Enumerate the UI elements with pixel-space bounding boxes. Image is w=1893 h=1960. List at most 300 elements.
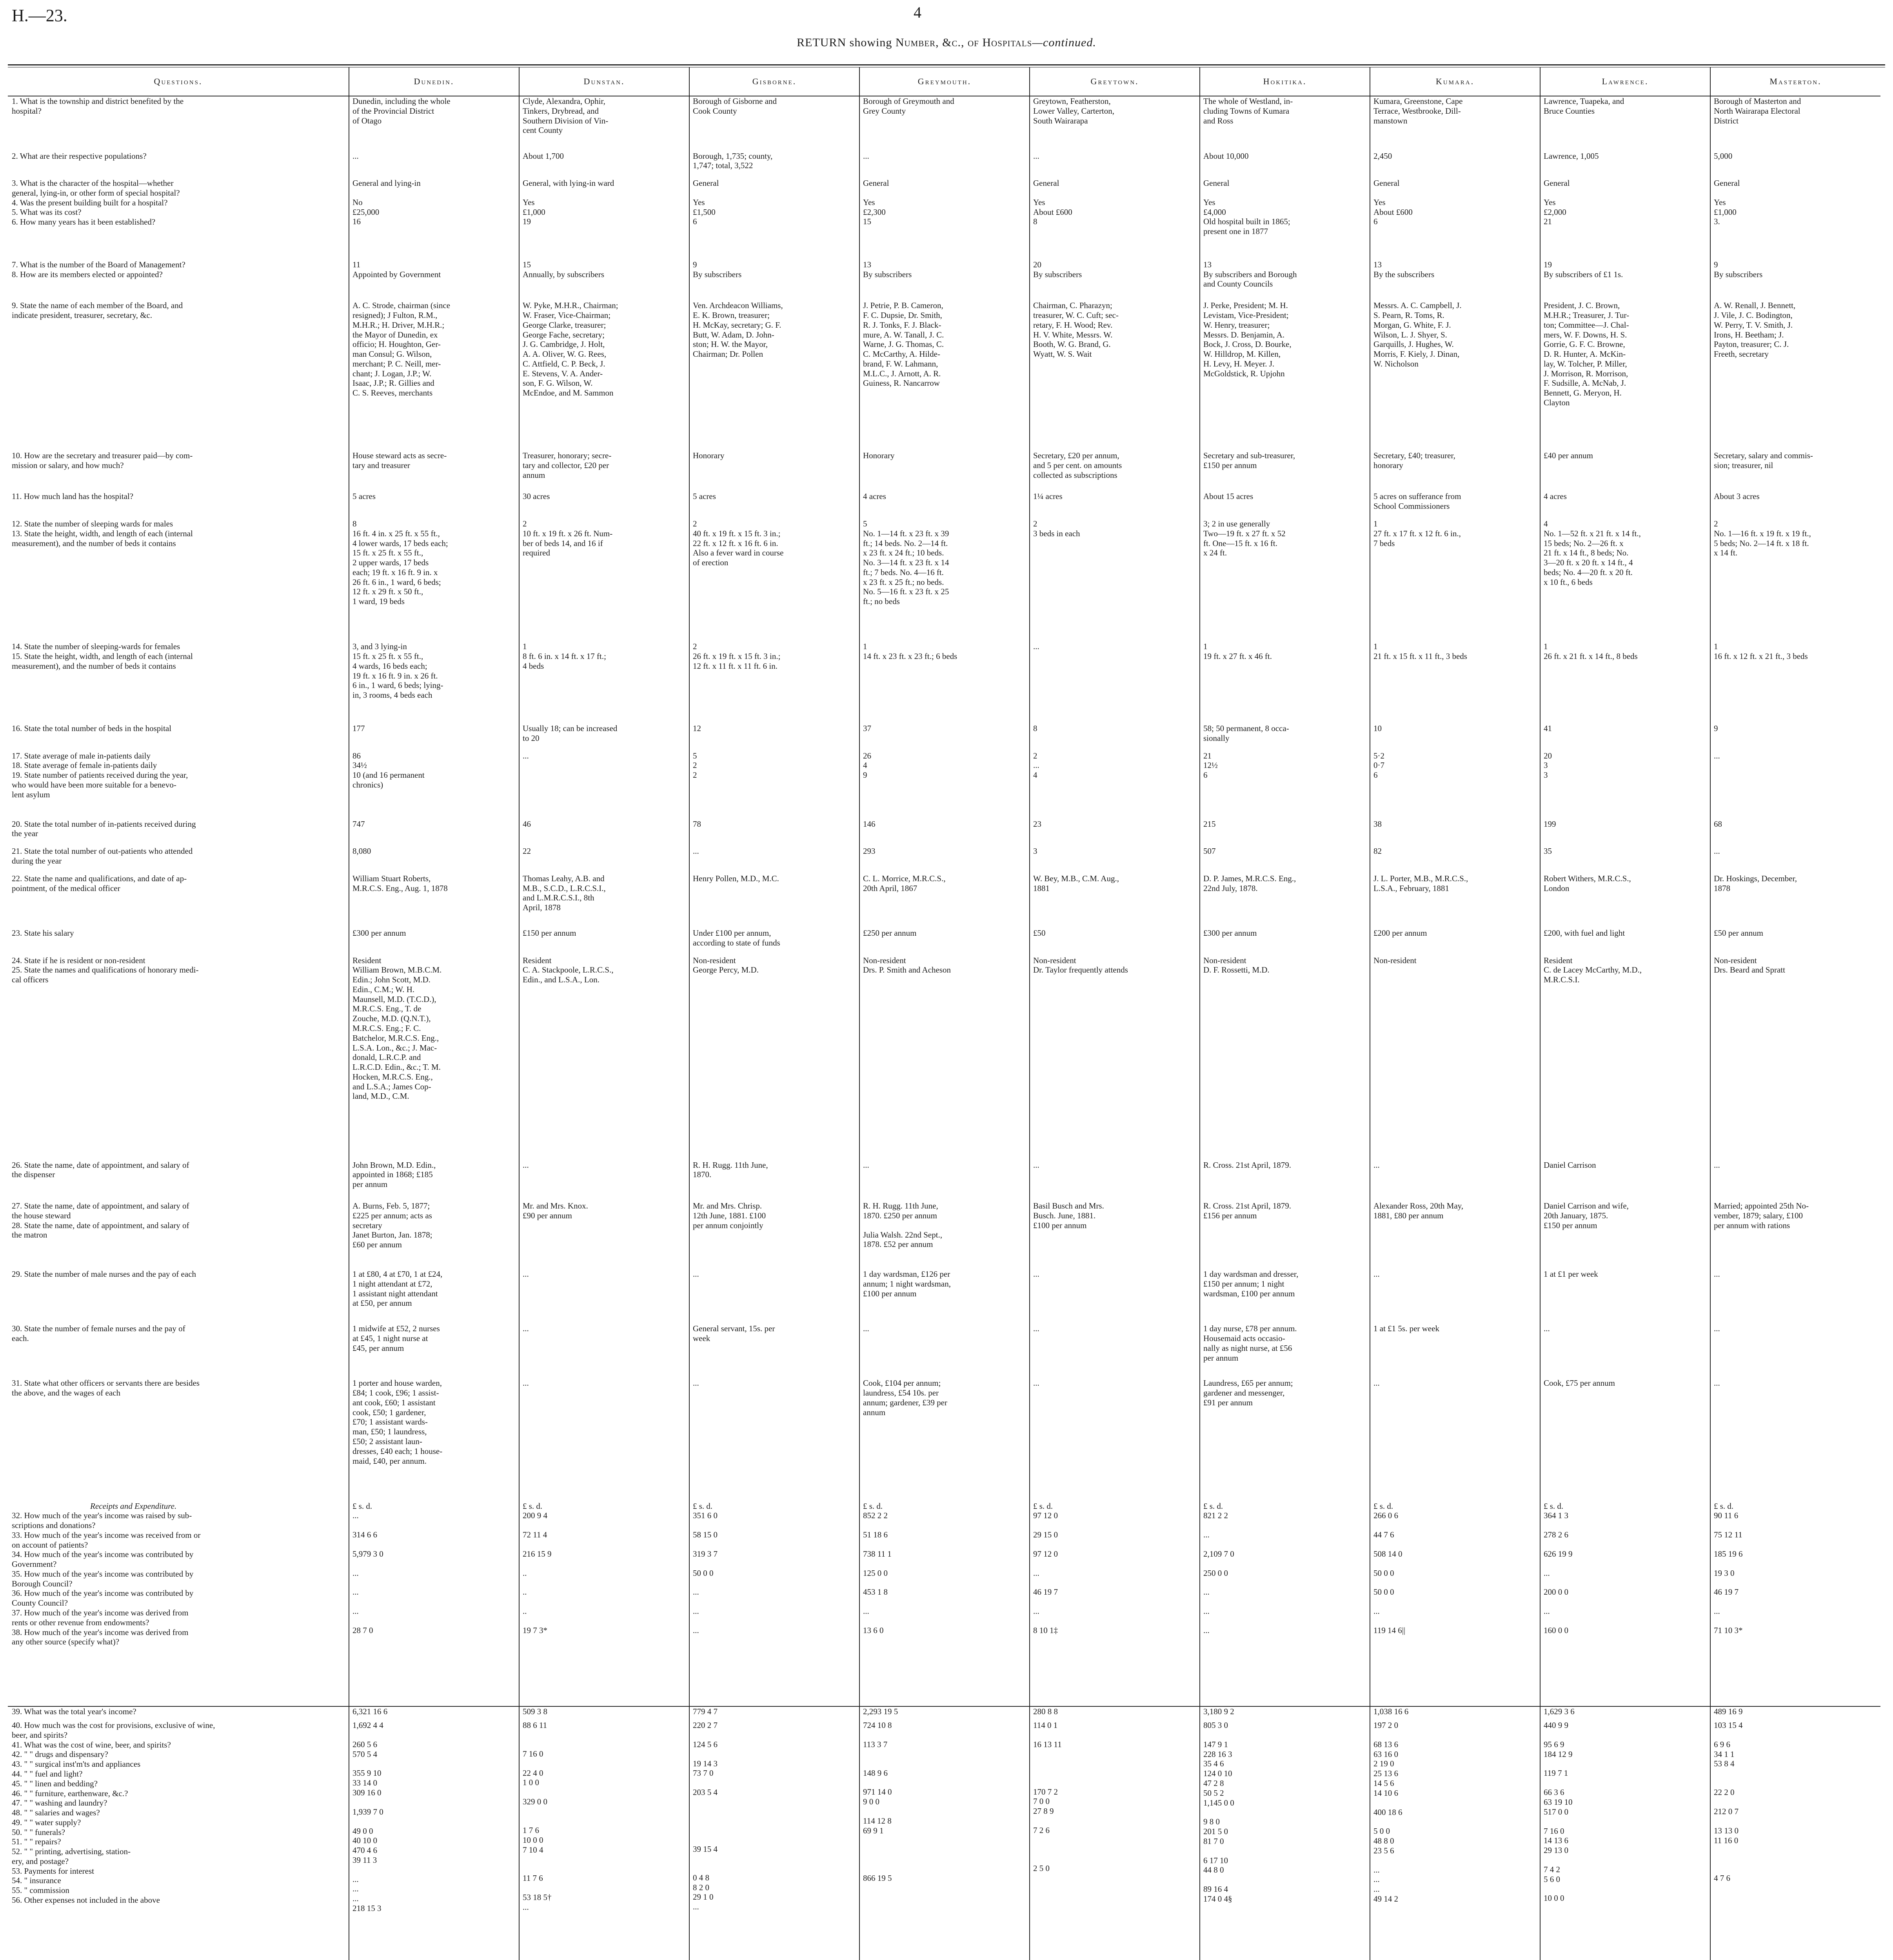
answer-line: 103 15 4	[1714, 1720, 1743, 1730]
answer-line	[693, 1797, 856, 1807]
answer-line: C. McCarthy, A. Hilde-	[863, 349, 940, 359]
answer-cell	[1030, 1201, 1200, 1269]
answer-line: Edin., C.M.; W. H.	[352, 984, 415, 994]
answer-line: £91 per annum	[1203, 1397, 1253, 1407]
answer-line: 3; 2 in use generally	[1203, 519, 1270, 529]
answer-line: 0 4 8	[693, 1873, 709, 1882]
answer-cell	[349, 260, 519, 301]
answer-line: 570 5 4	[352, 1749, 377, 1759]
answer-line: ...	[352, 1894, 359, 1904]
question-line: 54. " insurance	[12, 1876, 61, 1886]
answer-cell	[859, 1160, 1030, 1201]
answer-cell	[1540, 1269, 1710, 1324]
answer-line: Morgan, G. White, F. J.	[1373, 320, 1451, 330]
answer-line: £150 per annum	[523, 928, 576, 938]
answer-line	[1544, 1559, 1707, 1568]
answer-cell	[859, 928, 1030, 956]
answer-cell	[1030, 724, 1200, 751]
answer-line: Bock, J. Cross, D. Bourke,	[1203, 339, 1292, 349]
answer-line: By subscribers of £1 1s.	[1544, 269, 1623, 279]
answer-line: Warne, J. G. Thomas, C.	[863, 339, 944, 349]
answer-cell	[349, 1720, 519, 1960]
answer-cell	[1370, 874, 1540, 928]
answer-line: 114 0 1	[1033, 1720, 1058, 1730]
answer-line	[693, 1854, 856, 1864]
answer-line	[1373, 188, 1537, 198]
answer-line: No. 1—52 ft. x 21 ft. x 14 ft.,	[1544, 528, 1641, 538]
answer-line: George Percy, M.D.	[693, 965, 759, 975]
answer-line: 3,180 9 2	[1203, 1706, 1234, 1716]
question-line: 32. How much of the year's income was raised by sub-	[12, 1511, 192, 1521]
answer-line: laundress, £54 10s. per	[863, 1388, 939, 1398]
answer-line: William Brown, M.B.C.M.	[352, 965, 442, 975]
question-cell	[8, 928, 349, 956]
answer-line: Chairman; Dr. Pollen	[693, 349, 763, 359]
answer-line: officio; H. Houghton, Ger-	[352, 339, 441, 349]
answer-cell	[1540, 642, 1710, 724]
answer-line: Kumara, Greenstone, Cape	[1373, 96, 1463, 106]
answer-line: Dr. Hoskings, December,	[1714, 873, 1797, 883]
answer-line	[1373, 1798, 1537, 1808]
answer-line: chant; J. Logan, J.P.; W.	[352, 368, 432, 378]
answer-line: 13 6 0	[863, 1625, 884, 1635]
answer-cell	[689, 751, 859, 819]
answer-cell	[1200, 301, 1370, 451]
answer-cell	[349, 819, 519, 847]
question-line: 14. State the number of sleeping-wards for females	[12, 642, 180, 652]
answer-line: 2,450	[1373, 151, 1392, 161]
answer-line: 15	[523, 260, 531, 269]
answer-line: 314 6 6	[352, 1530, 377, 1540]
answer-cell	[1540, 519, 1710, 642]
answer-line: £225 per annum; acts as	[352, 1210, 432, 1220]
answer-line: 29 15 0	[1033, 1530, 1058, 1540]
question-line: 13. State the height, width, and length of each (internal	[12, 528, 193, 538]
answer-line: 8 10 1‡	[1033, 1625, 1058, 1635]
answer-line: George Clarke, treasurer;	[523, 320, 606, 330]
answer-line: ...	[1544, 1324, 1550, 1334]
question-line: County Council?	[12, 1598, 68, 1608]
answer-line: 1 at £1 per week	[1544, 1269, 1598, 1279]
question-line: the dispenser	[12, 1170, 55, 1180]
answer-line	[523, 1597, 686, 1606]
answer-line: Southern Division of Vin-	[523, 116, 609, 125]
top-rule	[8, 64, 1885, 65]
answer-line	[693, 1826, 856, 1835]
answer-line: 1,747; total, 3,522	[693, 161, 753, 171]
answer-cell	[1710, 642, 1880, 724]
answer-line: ...	[1373, 1378, 1380, 1388]
answer-line: Irons, H. Beetham; J.	[1714, 330, 1784, 339]
answer-line: ...	[693, 1587, 699, 1597]
question-line: 46. " " furniture, earthenware, &c.?	[12, 1788, 128, 1798]
answer-line: Appointed by Government	[352, 269, 441, 279]
answer-line: ...	[1373, 1875, 1380, 1884]
answer-line: 805 3 0	[1203, 1720, 1228, 1730]
answer-cell	[1030, 96, 1200, 151]
answer-cell	[689, 724, 859, 751]
answer-line: McGoldstick, R. Upjohn	[1203, 368, 1285, 378]
answer-line: ...	[523, 1269, 529, 1279]
answer-line: ...	[1714, 1324, 1720, 1334]
answer-line: each; 19 ft. x 16 ft. 9 in. x	[352, 567, 438, 577]
question-line: the house steward	[12, 1210, 71, 1220]
answer-cell	[1710, 1324, 1880, 1378]
answer-line: 170 7 2	[1033, 1787, 1058, 1797]
answer-line: and L.S.A.; James Cop-	[352, 1082, 431, 1091]
answer-line: £ s. d.	[523, 1501, 543, 1511]
answer-line	[1714, 1797, 1877, 1807]
answer-cell	[859, 1378, 1030, 1501]
answer-line: Henry Pollen, M.D., M.C.	[693, 873, 779, 883]
answer-cell	[1370, 96, 1540, 151]
answer-line: 13	[1373, 260, 1382, 269]
answer-line: and L.M.R.C.S.I., 8th	[523, 893, 594, 903]
answer-cell	[859, 846, 1030, 874]
answer-line: ...	[523, 751, 529, 760]
answer-cell	[1540, 1201, 1710, 1269]
question-line: lent asylum	[12, 789, 50, 799]
answer-line: 22	[523, 846, 531, 856]
answer-line: 212 0 7	[1714, 1807, 1739, 1817]
answer-line: 1 day wardsman, £126 per	[863, 1269, 950, 1279]
answer-line: £ s. d.	[1033, 1501, 1053, 1511]
answer-line	[352, 1559, 516, 1568]
answer-line: 37	[863, 724, 871, 733]
answer-line: 738 11 1	[863, 1549, 892, 1559]
answer-line: M.R.C.S. Eng., T. de	[352, 1004, 421, 1014]
answer-cell	[1030, 846, 1200, 874]
answer-line: 1 night attendant at £72,	[352, 1279, 432, 1289]
answer-cell	[519, 819, 689, 847]
answer-line: 8,080	[352, 846, 371, 856]
answer-line: 27 8 9	[1033, 1806, 1054, 1816]
answer-line: Secretary and sub-treasurer,	[1203, 451, 1295, 461]
answer-line: vember, 1879; salary, £100	[1714, 1210, 1803, 1220]
answer-line	[693, 1864, 856, 1873]
answer-line: 0·7	[1373, 760, 1384, 770]
answer-line: 1 ward, 19 beds	[352, 597, 405, 606]
table-row	[8, 1324, 1880, 1378]
question-line: 2. What are their respective populations?	[12, 151, 147, 161]
answer-line: R. H. Rugg. 11th June,	[863, 1201, 938, 1211]
answer-line: ...	[1544, 1606, 1550, 1616]
answer-line: Messrs. A. C. Campbell, J.	[1373, 301, 1462, 310]
answer-line	[1373, 1730, 1537, 1740]
answer-line: 1 7 6	[523, 1826, 539, 1835]
answer-line	[523, 1559, 686, 1568]
answer-line	[1714, 1616, 1877, 1626]
answer-line: 4	[1033, 770, 1037, 780]
answer-line: 12 ft. x 29 ft. x 50 ft.,	[352, 587, 423, 597]
answer-line: 5,979 3 0	[352, 1549, 383, 1559]
answer-cell	[1200, 451, 1370, 492]
answer-cell	[1710, 1378, 1880, 1501]
answer-line: 13 13 0	[1714, 1826, 1739, 1835]
question-cell	[8, 151, 349, 179]
answer-line: merchant; P. C. Neill, mer-	[352, 359, 441, 368]
answer-line: 22nd July, 1878.	[1203, 883, 1258, 893]
answer-line	[863, 1616, 1026, 1626]
answer-line: 1 porter and house warden,	[352, 1378, 442, 1388]
answer-line: 4	[1544, 519, 1548, 529]
answer-line	[693, 1616, 856, 1626]
answer-line	[523, 1759, 686, 1768]
answer-line	[1033, 1749, 1196, 1759]
answer-line: 114 12 8	[863, 1816, 892, 1826]
question-line: during the year	[12, 856, 62, 866]
answer-line: 453 1 8	[863, 1587, 888, 1597]
answer-line: A. A. Oliver, W. G. Rees,	[523, 349, 607, 359]
answer-line: 5,000	[1714, 151, 1733, 161]
answer-line: 329 0 0	[523, 1797, 547, 1807]
answer-line: ...	[523, 1902, 529, 1912]
answer-line	[693, 1730, 856, 1740]
answer-cell	[1370, 819, 1540, 847]
answer-line: ston; H. W. the Mayor,	[693, 339, 768, 349]
answer-line: 16 13 11	[1033, 1739, 1062, 1749]
answer-cell	[1710, 956, 1880, 1160]
answer-line: 21 ft. x 14 ft., 8 beds; No.	[1544, 548, 1629, 558]
answer-line: £200 per annum	[1373, 928, 1427, 938]
answer-line: wardsman, £100 per annum	[1203, 1289, 1295, 1298]
answer-line: ...	[352, 1884, 359, 1894]
answer-cell	[1030, 1269, 1200, 1324]
answer-line: 319 3 7	[693, 1549, 718, 1559]
answer-line: 29 13 0	[1544, 1846, 1568, 1855]
question-line: 26. State the name, date of appointment, and salary of	[12, 1160, 189, 1170]
answer-line: Annually, by subscribers	[523, 269, 605, 279]
answer-cell	[519, 1324, 689, 1378]
answer-line	[1033, 1759, 1196, 1768]
answer-line: mure, A. W. Tanall, J. C.	[863, 330, 944, 339]
answer-cell	[859, 1269, 1030, 1324]
table-row	[8, 724, 1880, 751]
answer-line: 7 0 0	[1033, 1797, 1050, 1806]
answer-line	[1544, 1759, 1707, 1768]
answer-line: South Wairarapa	[1033, 116, 1088, 125]
answer-line	[1033, 1873, 1196, 1883]
answer-line: 8 2 0	[693, 1882, 709, 1892]
question-line: 44. " " fuel and light?	[12, 1769, 83, 1779]
question-cell	[8, 1720, 349, 1960]
answer-cell	[1030, 874, 1200, 928]
answer-line: C. Attfield, C. P. Beck, J.	[523, 359, 605, 368]
answer-line: J. Vile, J. C. Bodington,	[1714, 310, 1793, 320]
question-line: 41. What was the cost of wine, beer, and spirits?	[12, 1740, 171, 1749]
answer-cell	[1540, 301, 1710, 451]
answer-line: D. R. Hunter, A. McKin-	[1544, 349, 1626, 359]
answer-line: 8	[1033, 724, 1037, 733]
answer-cell	[689, 1160, 859, 1201]
answer-line: present one in 1877	[1203, 227, 1268, 236]
answer-line	[863, 1559, 1026, 1568]
answer-line	[1373, 1616, 1537, 1626]
question-line: Borough Council?	[12, 1579, 73, 1588]
answer-line	[352, 1865, 516, 1875]
answer-line	[1544, 1778, 1707, 1788]
question-cell	[8, 451, 349, 492]
answer-line: ...	[1203, 1587, 1210, 1597]
answer-cell	[859, 519, 1030, 642]
answer-line: x 23 ft. x 25 ft.; no beds.	[863, 577, 944, 587]
answer-line	[1714, 1597, 1877, 1606]
answer-line: 30 acres	[523, 492, 550, 501]
answer-line: £84; 1 cook, £96; 1 assist-	[352, 1388, 439, 1398]
answer-line: 19 7 3*	[523, 1625, 547, 1635]
answer-line: 1,629 3 6	[1544, 1706, 1575, 1716]
answer-line: 4 7 6	[1714, 1873, 1730, 1883]
answer-line: 10 ft. x 19 ft. x 26 ft. Num-	[523, 528, 613, 538]
table-row	[8, 96, 1880, 151]
answer-line: Usually 18; can be increased	[523, 724, 618, 733]
question-line: measurement), and the number of beds it contains	[12, 661, 176, 671]
answer-cell	[1200, 874, 1370, 928]
answer-line: 1	[1544, 642, 1548, 652]
answer-line: Messrs. D. Benjamin, A.	[1203, 330, 1285, 339]
answer-line: cook, £50; 1 gardener,	[352, 1407, 426, 1417]
table-row	[8, 260, 1880, 301]
question-line: Government?	[12, 1559, 57, 1569]
question-cell	[8, 724, 349, 751]
answer-line: 12 ft. x 11 ft. x 11 ft. 6 in.	[693, 661, 778, 671]
answer-line: 119 14 6||	[1373, 1625, 1406, 1635]
answer-line: Wyatt, W. S. Wait	[1033, 349, 1092, 359]
answer-line	[352, 1730, 516, 1740]
answer-line	[1033, 1559, 1196, 1568]
answer-cell	[349, 1201, 519, 1269]
table-row	[8, 451, 1880, 492]
answer-line	[1033, 1768, 1196, 1778]
question-cell	[8, 751, 349, 819]
answer-line	[693, 1597, 856, 1606]
answer-line: General	[863, 178, 889, 188]
answer-line: Batchelor, M.R.C.S. Eng.,	[352, 1033, 439, 1043]
answer-cell	[519, 928, 689, 956]
answer-line: 10 (and 16 permanent	[352, 770, 425, 780]
answer-line: 95 6 9	[1544, 1739, 1564, 1749]
answer-cell	[1540, 1160, 1710, 1201]
answer-line: 866 19 5	[863, 1873, 892, 1883]
question-line: 11. How much land has the hospital?	[12, 492, 134, 501]
question-line: 18. State average of female in-patients daily	[12, 760, 157, 770]
answer-line: and Ross	[1203, 116, 1234, 125]
column-header-hospital: Hokitika.	[1200, 67, 1370, 96]
page-reference: H.—23.	[12, 6, 67, 25]
answer-cell	[859, 1324, 1030, 1378]
answer-line: 68	[1714, 819, 1722, 829]
answer-line: ft.; no beds	[863, 597, 900, 606]
answer-cell	[859, 1201, 1030, 1269]
answer-cell	[1200, 956, 1370, 1160]
answer-line: Old hospital built in 1865;	[1203, 217, 1290, 227]
answer-line: 14 ft. x 23 ft. x 23 ft.; 6 beds	[863, 652, 957, 661]
answer-line: Thomas Leahy, A.B. and	[523, 873, 605, 883]
answer-cell	[689, 301, 859, 451]
answer-line	[1203, 1559, 1366, 1568]
answer-line: £40 per annum	[1544, 451, 1593, 461]
answer-line: 1,692 4 4	[352, 1720, 383, 1730]
answer-line	[1203, 1846, 1366, 1856]
question-line: 28. State the name, date of appointment, and salary of	[12, 1220, 189, 1230]
answer-line: Freeth, secretary	[1714, 349, 1769, 359]
answer-line: ...	[352, 1606, 359, 1616]
answer-line: 22 2 0	[1714, 1788, 1735, 1797]
answer-cell	[1200, 1201, 1370, 1269]
answer-line: 75 12 11	[1714, 1530, 1742, 1540]
answer-line: 2,293 19 5	[863, 1706, 898, 1716]
answer-line: By subscribers	[863, 269, 912, 279]
answer-line: 177	[352, 724, 365, 733]
answer-line: 13	[1203, 260, 1212, 269]
answer-line: 3—20 ft. x 20 ft. x 14 ft., 4	[1544, 558, 1633, 568]
answer-line: No. 5—16 ft. x 23 ft. x 25	[863, 587, 949, 597]
question-cell	[8, 96, 349, 151]
answer-cell	[1200, 1706, 1370, 1720]
answer-line: sionally	[1203, 733, 1230, 743]
answer-cell	[1540, 928, 1710, 956]
answer-line: ...	[1714, 1606, 1720, 1616]
answer-line: 1878. £52 per annum	[863, 1240, 933, 1249]
answer-line: 21 ft. x 15 ft. x 11 ft., 3 beds	[1373, 652, 1467, 661]
answer-line: 215	[1203, 819, 1216, 829]
answer-line: Non-resident	[1373, 955, 1417, 965]
answer-cell	[1370, 301, 1540, 451]
answer-cell	[519, 96, 689, 151]
answer-line: x 10 ft., 6 beds	[1544, 577, 1593, 587]
answer-line	[523, 1578, 686, 1587]
answer-line: ...	[1544, 1568, 1550, 1578]
answer-line: 203 5 4	[693, 1788, 718, 1797]
answer-line: ...	[863, 1160, 869, 1170]
answer-line	[1714, 1893, 1877, 1902]
answer-line	[1033, 1892, 1196, 1902]
answer-line: Cook, £75 per annum	[1544, 1378, 1615, 1388]
answer-line: 6	[1203, 770, 1208, 780]
answer-line: 39 15 4	[693, 1844, 718, 1854]
answer-cell	[1370, 492, 1540, 519]
answer-line: D. P. James, M.R.C.S. Eng.,	[1203, 873, 1296, 883]
title-part-3: —continued.	[1032, 36, 1096, 49]
answer-line	[1714, 1845, 1877, 1855]
answer-line	[523, 1855, 686, 1864]
answer-line: 11 16 0	[1714, 1835, 1739, 1845]
answer-line: Lawrence, 1,005	[1544, 151, 1599, 161]
answer-line	[352, 1540, 516, 1549]
answer-line: 507	[1203, 846, 1216, 856]
answer-line: 46	[523, 819, 531, 829]
answer-cell	[1710, 178, 1880, 260]
answer-line: W. Fraser, Vice-Chairman;	[523, 310, 611, 320]
answer-line	[523, 1816, 686, 1826]
answer-line: 6 17 10	[1203, 1855, 1228, 1865]
answer-line: Basil Busch and Mrs.	[1033, 1201, 1104, 1211]
answer-line: 49 14 2	[1373, 1894, 1398, 1904]
answer-cell	[1370, 260, 1540, 301]
answer-cell	[1200, 178, 1370, 260]
answer-line: £100 per annum	[863, 1289, 917, 1298]
answer-cell	[1030, 1378, 1200, 1501]
answer-line: £1,000	[523, 207, 545, 217]
answer-line: 5 6 0	[1544, 1874, 1560, 1884]
answer-cell	[519, 751, 689, 819]
answer-line: R. Cross. 21st April, 1879.	[1203, 1201, 1292, 1211]
answer-line	[863, 1836, 1026, 1845]
answer-line: C. de Lacey McCarthy, M.D.,	[1544, 965, 1642, 975]
answer-line: 7 beds	[1373, 538, 1395, 548]
answer-line: Clayton	[1544, 397, 1570, 407]
answer-line	[352, 1817, 516, 1826]
